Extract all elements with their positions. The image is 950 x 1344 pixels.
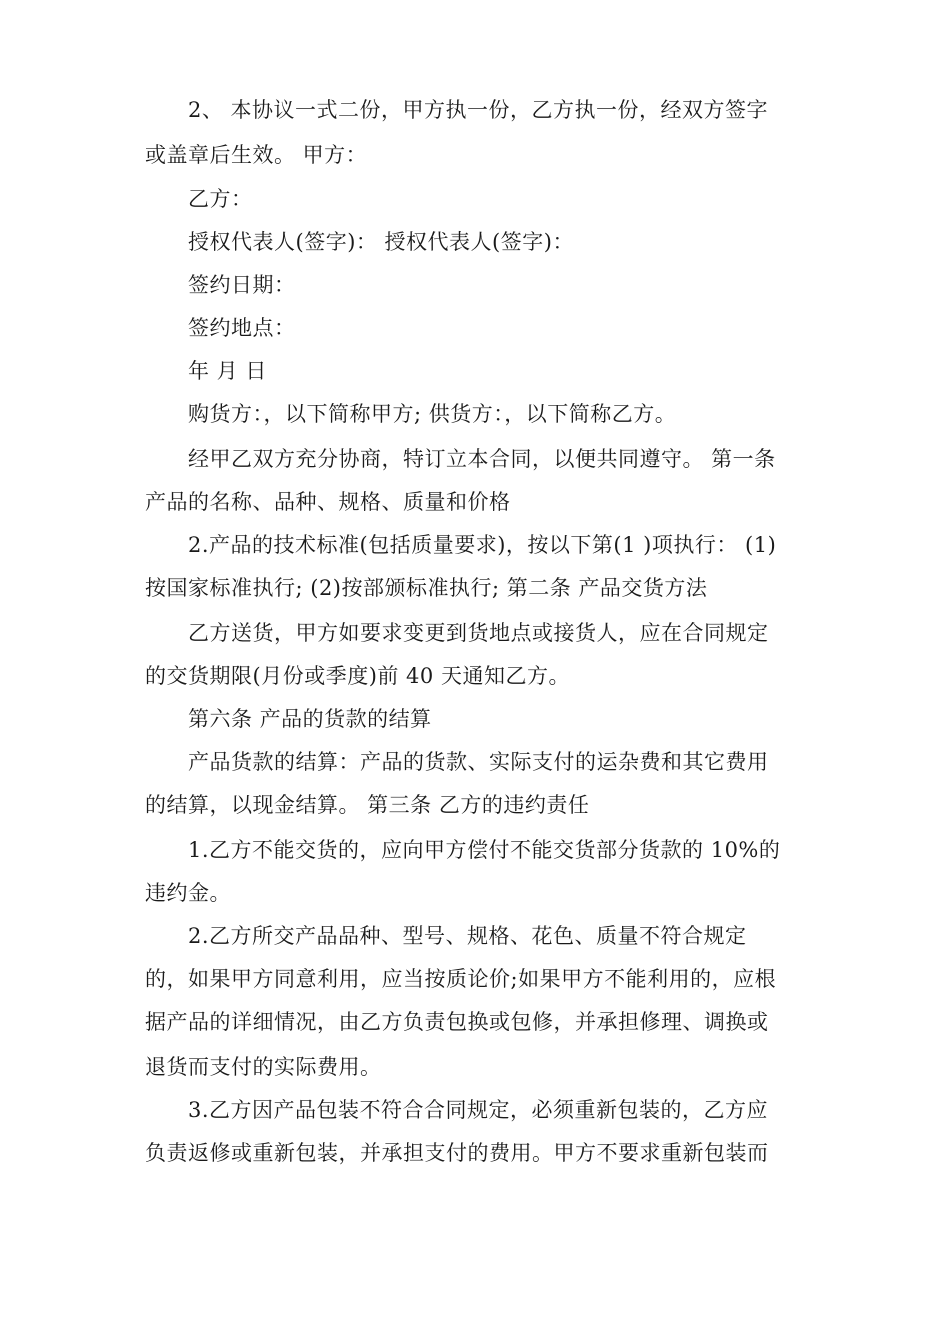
text-line: 的结算，以现金结算。 第三条 乙方的违约责任 [145, 793, 590, 817]
text-line: 按国家标准执行; (2)按部颁标准执行; 第二条 产品交货方法 [145, 576, 708, 600]
text-line: 退货而支付的实际费用。 [145, 1055, 382, 1079]
text-line: 3.乙方因产品包装不符合合同规定，必须重新包装的，乙方应 [188, 1098, 769, 1122]
text-line: 2.产品的技术标准(包括质量要求)，按以下第(1 )项执行： (1) [188, 533, 777, 557]
text-line: 签约日期： [188, 273, 296, 297]
text-line: 的，如果甲方同意利用，应当按质论价;如果甲方不能利用的，应根 [145, 967, 777, 991]
text-line: 乙方送货，甲方如要求变更到货地点或接货人，应在合同规定 [188, 621, 769, 645]
text-line: 乙方： [188, 187, 253, 211]
text-line: 1.乙方不能交货的，应向甲方偿付不能交货部分货款的 10%的 [188, 838, 781, 862]
text-line: 购货方：，以下简称甲方; 供货方：，以下简称乙方。 [188, 402, 677, 426]
text-line: 违约金。 [145, 881, 231, 905]
text-line: 或盖章后生效。 甲方： [145, 143, 368, 167]
text-line: 第六条 产品的货款的结算 [188, 707, 432, 731]
text-line: 授权代表人(签字)： 授权代表人(签字)： [188, 230, 574, 254]
text-line: 产品的名称、品种、规格、质量和价格 [145, 490, 511, 514]
text-line: 经甲乙双方充分协商，特订立本合同，以便共同遵守。 第一条 [188, 447, 776, 471]
text-line: 2、 本协议一式二份，甲方执一份，乙方执一份，经双方签字 [188, 98, 769, 122]
text-line: 负责返修或重新包装，并承担支付的费用。甲方不要求重新包装而 [145, 1141, 769, 1165]
text-line: 2.乙方所交产品品种、型号、规格、花色、质量不符合规定 [188, 924, 747, 948]
text-line: 年 月 日 [188, 359, 267, 383]
text-line: 据产品的详细情况，由乙方负责包换或包修，并承担修理、调换或 [145, 1010, 769, 1034]
text-line: 签约地点： [188, 316, 296, 340]
text-line: 的交货期限(月份或季度)前 40 天通知乙方。 [145, 664, 570, 688]
text-line: 产品货款的结算：产品的货款、实际支付的运杂费和其它费用 [188, 750, 769, 774]
